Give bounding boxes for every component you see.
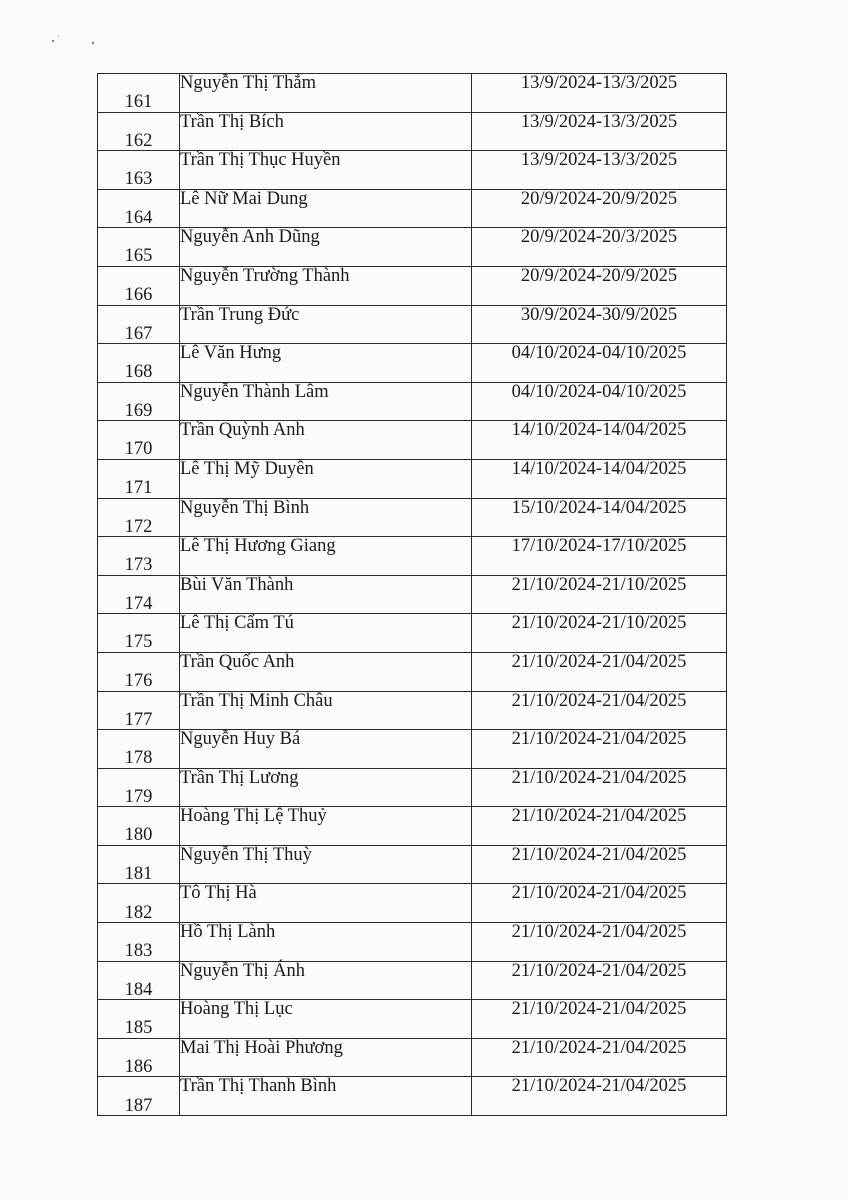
person-name: Trần Trung Đức — [180, 305, 472, 344]
date-range: 21/10/2024-21/04/2025 — [472, 1077, 727, 1116]
row-number: 163 — [98, 151, 180, 190]
person-name: Nguyễn Anh Dũng — [180, 228, 472, 267]
person-name: Nguyễn Huy Bá — [180, 730, 472, 769]
person-name: Hoàng Thị Lệ Thuỷ — [180, 807, 472, 846]
table-row — [98, 74, 727, 113]
person-name: Lê Thị Mỹ Duyên — [180, 459, 472, 498]
table-row — [98, 730, 727, 769]
date-range: 30/9/2024-30/9/2025 — [472, 305, 727, 344]
row-number: 187 — [98, 1077, 180, 1116]
person-name: Trần Thị Lương — [180, 768, 472, 807]
table-row — [98, 575, 727, 614]
table-row — [98, 614, 727, 653]
row-number: 179 — [98, 768, 180, 807]
date-range: 21/10/2024-21/04/2025 — [472, 730, 727, 769]
person-name: Lê Thị Hương Giang — [180, 537, 472, 576]
roster-table-body — [98, 74, 727, 1116]
row-number: 169 — [98, 382, 180, 421]
person-name: Mai Thị Hoài Phương — [180, 1038, 472, 1077]
person-name: Trần Thị Thanh Bình — [180, 1077, 472, 1116]
person-name: Trần Thị Minh Châu — [180, 691, 472, 730]
table-row — [98, 305, 727, 344]
person-name: Trần Thị Thục Huyền — [180, 151, 472, 190]
person-name: Trần Quốc Anh — [180, 652, 472, 691]
row-number: 176 — [98, 652, 180, 691]
table-row — [98, 652, 727, 691]
date-range: 21/10/2024-21/10/2025 — [472, 575, 727, 614]
table-row — [98, 189, 727, 228]
row-number: 164 — [98, 189, 180, 228]
date-range: 20/9/2024-20/9/2025 — [472, 189, 727, 228]
table-row — [98, 382, 727, 421]
table-row — [98, 266, 727, 305]
table-row — [98, 884, 727, 923]
table-row — [98, 537, 727, 576]
row-number: 175 — [98, 614, 180, 653]
date-range: 13/9/2024-13/3/2025 — [472, 74, 727, 113]
table-row — [98, 1038, 727, 1077]
date-range: 21/10/2024-21/04/2025 — [472, 768, 727, 807]
person-name: Nguyễn Thị Thuỳ — [180, 845, 472, 884]
date-range: 21/10/2024-21/04/2025 — [472, 923, 727, 962]
row-number: 178 — [98, 730, 180, 769]
table-row — [98, 807, 727, 846]
table-row — [98, 421, 727, 460]
date-range: 13/9/2024-13/3/2025 — [472, 112, 727, 151]
person-name: Trần Quỳnh Anh — [180, 421, 472, 460]
table-row — [98, 1000, 727, 1039]
table-row — [98, 498, 727, 537]
table-row — [98, 459, 727, 498]
roster-table — [97, 73, 727, 1116]
table-row — [98, 151, 727, 190]
row-number: 184 — [98, 961, 180, 1000]
row-number: 162 — [98, 112, 180, 151]
scan-speck — [52, 40, 54, 42]
date-range: 21/10/2024-21/04/2025 — [472, 1000, 727, 1039]
table-row — [98, 768, 727, 807]
date-range: 14/10/2024-14/04/2025 — [472, 421, 727, 460]
person-name: Nguyễn Thị Ánh — [180, 961, 472, 1000]
table-row — [98, 112, 727, 151]
date-range: 20/9/2024-20/9/2025 — [472, 266, 727, 305]
table-row — [98, 923, 727, 962]
date-range: 21/10/2024-21/04/2025 — [472, 884, 727, 923]
table-row — [98, 845, 727, 884]
date-range: 17/10/2024-17/10/2025 — [472, 537, 727, 576]
row-number: 170 — [98, 421, 180, 460]
date-range: 14/10/2024-14/04/2025 — [472, 459, 727, 498]
row-number: 166 — [98, 266, 180, 305]
row-number: 172 — [98, 498, 180, 537]
date-range: 21/10/2024-21/10/2025 — [472, 614, 727, 653]
row-number: 183 — [98, 923, 180, 962]
date-range: 21/10/2024-21/04/2025 — [472, 845, 727, 884]
row-number: 186 — [98, 1038, 180, 1077]
date-range: 21/10/2024-21/04/2025 — [472, 652, 727, 691]
scan-speck — [58, 36, 59, 37]
table-row — [98, 228, 727, 267]
person-name: Nguyễn Thị Bình — [180, 498, 472, 537]
row-number: 174 — [98, 575, 180, 614]
row-number: 167 — [98, 305, 180, 344]
person-name: Hoàng Thị Lục — [180, 1000, 472, 1039]
table-row — [98, 344, 727, 383]
scan-speck — [92, 42, 94, 44]
row-number: 168 — [98, 344, 180, 383]
date-range: 21/10/2024-21/04/2025 — [472, 691, 727, 730]
person-name: Lê Thị Cẩm Tú — [180, 614, 472, 653]
table-row — [98, 1077, 727, 1116]
person-name: Lê Văn Hưng — [180, 344, 472, 383]
date-range: 15/10/2024-14/04/2025 — [472, 498, 727, 537]
person-name: Nguyễn Trường Thành — [180, 266, 472, 305]
person-name: Hồ Thị Lành — [180, 923, 472, 962]
person-name: Bùi Văn Thành — [180, 575, 472, 614]
date-range: 13/9/2024-13/3/2025 — [472, 151, 727, 190]
date-range: 20/9/2024-20/3/2025 — [472, 228, 727, 267]
row-number: 181 — [98, 845, 180, 884]
person-name: Nguyễn Thị Thắm — [180, 74, 472, 113]
person-name: Lê Nữ Mai Dung — [180, 189, 472, 228]
date-range: 04/10/2024-04/10/2025 — [472, 382, 727, 421]
row-number: 185 — [98, 1000, 180, 1039]
person-name: Nguyễn Thành Lâm — [180, 382, 472, 421]
table-row — [98, 961, 727, 1000]
row-number: 182 — [98, 884, 180, 923]
date-range: 21/10/2024-21/04/2025 — [472, 1038, 727, 1077]
row-number: 165 — [98, 228, 180, 267]
date-range: 21/10/2024-21/04/2025 — [472, 807, 727, 846]
table-row — [98, 691, 727, 730]
date-range: 21/10/2024-21/04/2025 — [472, 961, 727, 1000]
person-name: Trần Thị Bích — [180, 112, 472, 151]
row-number: 161 — [98, 74, 180, 113]
row-number: 177 — [98, 691, 180, 730]
row-number: 171 — [98, 459, 180, 498]
row-number: 180 — [98, 807, 180, 846]
date-range: 04/10/2024-04/10/2025 — [472, 344, 727, 383]
person-name: Tô Thị Hà — [180, 884, 472, 923]
row-number: 173 — [98, 537, 180, 576]
